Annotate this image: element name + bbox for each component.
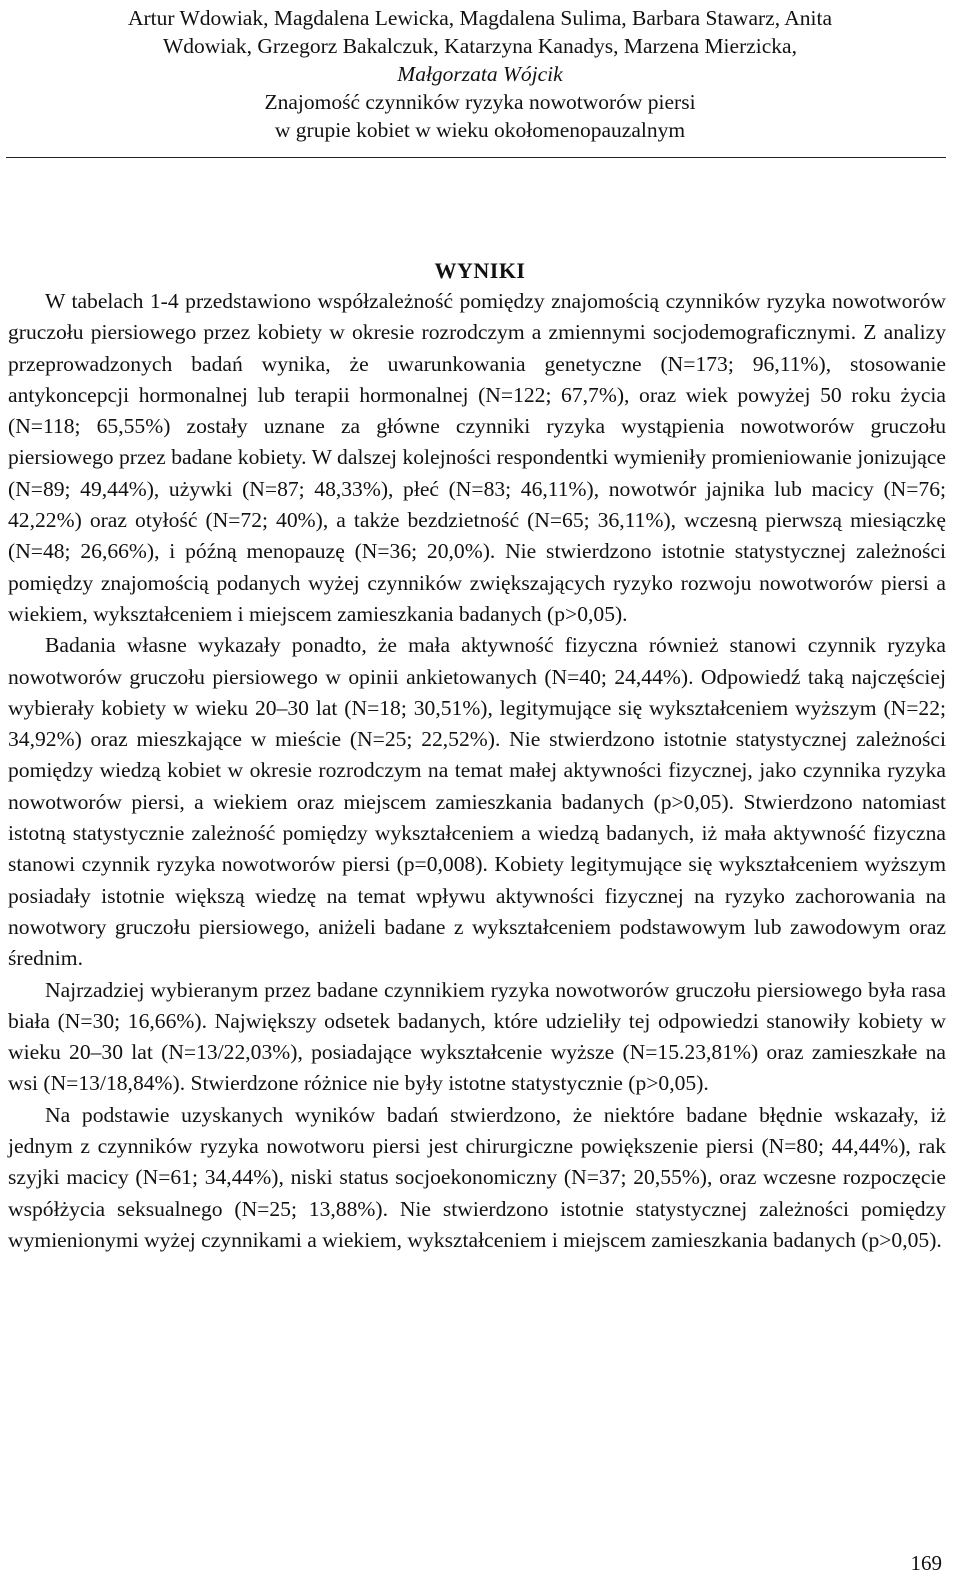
paragraph: Na podstawie uzyskanych wyników badań stwierdzono, że niektóre badane błędnie wskazały, iż jednym z czynników ryzyka nowotworu piersi jest chirurgiczne powiększenie piersi (N=80; 44,44%), rak szyjki macicy (N=61; 34,44%), niski status socjoekonomiczny (N=37; 20,55%), oraz wczesne rozpoczęcie współżycia seksualnego (N=25; 13,88%). Nie stwierdzono istotnie statystycznej zależności pomiędzy wymienionymi wyżej czynnikami a wiekiem, wykształceniem i miejscem zamieszkania badanych (p>0,05).	[8, 1102, 946, 1252]
paragraph: Najrzadziej wybieranym przez badane czynnikiem ryzyka nowotworów gruczołu piersiowego była rasa biała (N=30; 16,66%). Największy odsetek badanych, które udzieliły tej odpowiedzi stanowiły kobiety w wieku 20–30 lat (N=13/22,03%), posiadające wykształcenie wyższe (N=15.23,81%) oraz zamieszkałe na wsi (N=13/18,84%). Stwierdzone różnice nie były istotne statystycznie (p>0,05).	[8, 977, 946, 1096]
authors-line-italic: Małgorzata Wójcik	[397, 62, 563, 86]
article-title-line: Znajomość czynników ryzyka nowotworów piersi	[264, 90, 696, 114]
header-divider	[6, 157, 946, 158]
body-text	[8, 286, 946, 1256]
article-title-line: w grupie kobiet w wieku okołomenopauzalnym	[274, 118, 686, 142]
paragraph: Badania własne wykazały ponadto, że mała aktywność fizyczna również stanowi czynnik ryzyka nowotworów gruczołu piersiowego w opinii ankietowanych (N=40; 24,44%). Odpowiedź taką najczęściej wybierały kobiety w wieku 20–30 lat (N=18; 30,51%), legitymujące się wykształceniem wyższym (N=22; 34,92%) oraz mieszkające w mieście (N=25; 22,52%). Nie stwierdzono istotnie statystycznej zależności pomiędzy wiedzą kobiet w okresie rozrodczym na temat małej aktywności fizycznej, jako czynnika ryzyka nowotworów piersi, a wiekiem oraz miejscem zamieszkania badanych (p>0,05). Stwierdzono natomiast istotną statystycznie zależność pomiędzy wykształceniem a wiedzą badanych, iż mała aktywność fizyczna stanowi czynnik ryzyka nowotworów piersi (p=0,008). Kobiety legitymujące się wykształceniem wyższym posiadały istotnie większą wiedzę na temat wpływu aktywności fizycznej na ryzyko zachorowania na nowotwory gruczołu piersiowego, aniżeli badane z wykształceniem podstawowym lub zawodowym oraz średnim.	[8, 633, 946, 971]
authors-line: Wdowiak, Grzegorz Bakalczuk, Katarzyna Kanadys, Marzena Mierzicka,	[163, 34, 797, 58]
paragraph: W tabelach 1-4 przedstawiono współzależność pomiędzy znajomością czynników ryzyka nowotworów gruczołu piersiowego przez kobiety w okresie rozrodczym a zmiennymi socjodemograficznymi. Z analizy przeprowadzonych badań wynika, że uwarunkowania genetyczne (N=173; 96,11%), stosowanie antykoncepcji hormonalnej lub terapii hormonalnej (N=122; 67,7%), oraz wiek powyżej 50 roku życia (N=118; 65,55%) zostały uznane za główne czynniki ryzyka wystąpienia nowotworów gruczołu piersiowego przez badane kobiety. W dalszej kolejności respondentki wymieniły promieniowanie jonizujące (N=89; 49,44%), używki (N=87; 48,33%), płeć (N=83; 46,11%), nowotwór jajnika lub macicy (N=76; 42,22%) oraz otyłość (N=72; 40%), a także bezdzietność (N=65; 36,11%), wczesną pierwszą miesiączkę (N=48; 26,66%), i późną menopauzę (N=36; 20,0%). Nie stwierdzono istotnie statystycznej zależności pomiędzy znajomością podanych wyżej czynników zwiększających ryzyko rozwoju nowotworów piersi a wiekiem, wykształceniem i miejscem zamieszkania badanych (p>0,05).	[8, 289, 946, 626]
authors-line: Artur Wdowiak, Magdalena Lewicka, Magdalena Sulima, Barbara Stawarz, Anita	[127, 6, 833, 30]
running-header	[0, 4, 960, 144]
section-heading: WYNIKI	[434, 258, 526, 283]
page-number: 169	[910, 1551, 942, 1575]
